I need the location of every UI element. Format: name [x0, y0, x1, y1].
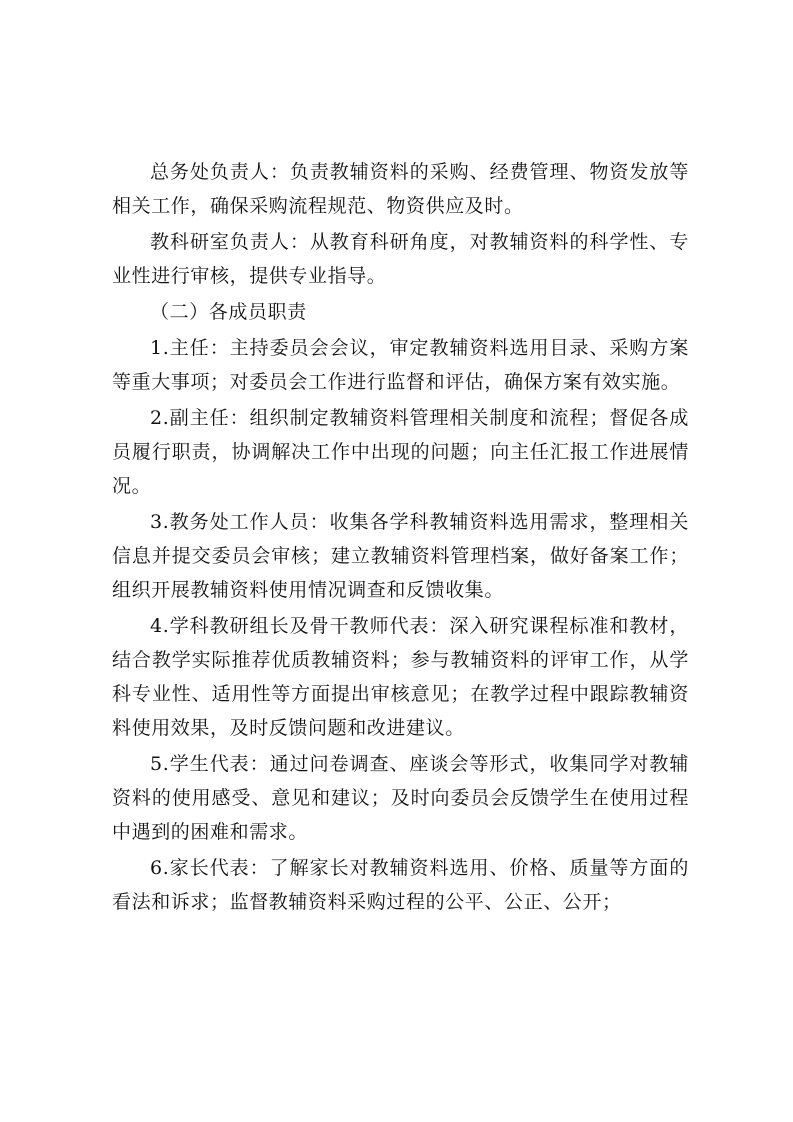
- section-heading-member-duties: （二）各成员职责: [150, 301, 307, 323]
- paragraph-research-office: 教科研室负责人：从教育科研角度，对教辅资料的科学性、专业性进行审核，提供专业指导。: [112, 231, 689, 287]
- paragraph-general-affairs: 总务处负责人：负责教辅资料的采购、经费管理、物资发放等相关工作，确保采购流程规范、物资供应及时。: [112, 161, 689, 217]
- document-body: [112, 155, 689, 921]
- paragraph-student-reps: 5.学生代表：通过问卷调查、座谈会等形式，收集同学对教辅资料的使用感受、意见和建议；及时向委员会反馈学生在使用过程中遇到的困难和需求。: [112, 753, 689, 843]
- paragraph-teacher-reps: 4.学科教研组长及骨干教师代表：深入研究课程标准和教材，结合教学实际推荐优质教辅资料；参与教辅资料的评审工作，从学科专业性、适用性等方面提出审核意见；在教学过程中跟踪教辅资料使用效果，及时反馈问题和改进建议。: [112, 615, 689, 739]
- paragraph-director: 1.主任：主持委员会会议，审定教辅资料选用目录、采购方案等重大事项；对委员会工作进行监督和评估，确保方案有效实施。: [112, 337, 689, 393]
- paragraph-deputy-director: 2.副主任：组织制定教辅资料管理相关制度和流程；督促各成员履行职责，协调解决工作中出现的问题；向主任汇报工作进展情况。: [112, 407, 689, 497]
- paragraph-parent-reps: 6.家长代表：了解家长对教辅资料选用、价格、质量等方面的看法和诉求；监督教辅资料采购过程的公平、公正、公开；: [112, 857, 689, 913]
- paragraph-academic-staff: 3.教务处工作人员：收集各学科教辅资料选用需求，整理相关信息并提交委员会审核；建立教辅资料管理档案，做好备案工作；组织开展教辅资料使用情况调查和反馈收集。: [112, 511, 689, 601]
